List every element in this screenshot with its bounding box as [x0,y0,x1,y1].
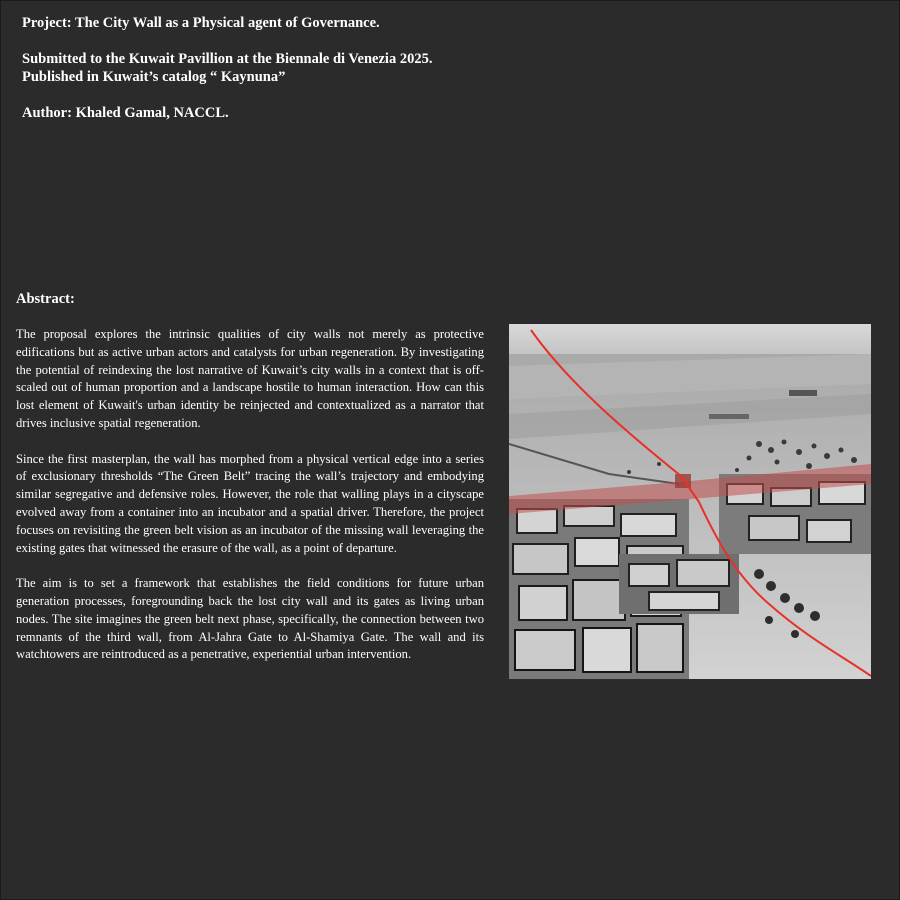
submission-note: Submitted to the Kuwait Pavillion at the Biennale di Venezia 2025. [22,51,433,67]
author-line: Author: Khaled Gamal, NACCL. [22,105,229,121]
abstract-paragraph-3: The aim is to set a framework that establishes the field conditions for future urban generation processes, foregrounding back the lost city wall and its gates as living urban nodes. The site imagines the green belt next phase, specifically, the connection between two remnants of the third wall, from Al-Jahra Gate to Al-Shamiya Gate. The wall and its watchtowers are reintroduced as a penetrative, experiential urban intervention. [16,576,484,662]
settlement-blocks-center [619,554,739,614]
project-title: Project: The City Wall as a Physical agent of Governance. [22,15,380,31]
abstract-body [16,326,484,664]
distant-building [789,390,817,396]
abstract-heading: Abstract: [16,291,75,307]
abstract-paragraph-1: The proposal explores the intrinsic qualities of city walls not merely as protective edifications but as active urban actors and catalysts for urban regeneration. By investigating the potential of reindexing the lost narrative of Kuwait’s city walls in a context that is off-scaled out of human proportion and a landscape hostile to human interaction. How can this lost element of Kuwait's urban identity be reinjected and contextualized as a narrator that drives inclusive spatial regeneration. [16,327,484,430]
distant-building [709,414,749,419]
aerial-photograph [509,324,871,679]
publication-note: Published in Kuwait’s catalog “ Kaynuna” [22,69,286,85]
aerial-photo-illustration [509,324,871,679]
abstract-paragraph-2: Since the first masterplan, the wall has morphed from a physical vertical edge into a series of exclusionary thresholds “The Green Belt” tracing the wall’s trajectory and embodying similar segregative and defensive roles. However, the role that walling plays in a cityscape evolved away from a container into an incubator and a spatial driver. Therefore, the project focuses on revisiting the green belt vision as an incubator of the missing wall leveraging the existing gates that witnessed the erasure of the wall, as a point of departure. [16,451,484,555]
project-header [22,14,582,122]
